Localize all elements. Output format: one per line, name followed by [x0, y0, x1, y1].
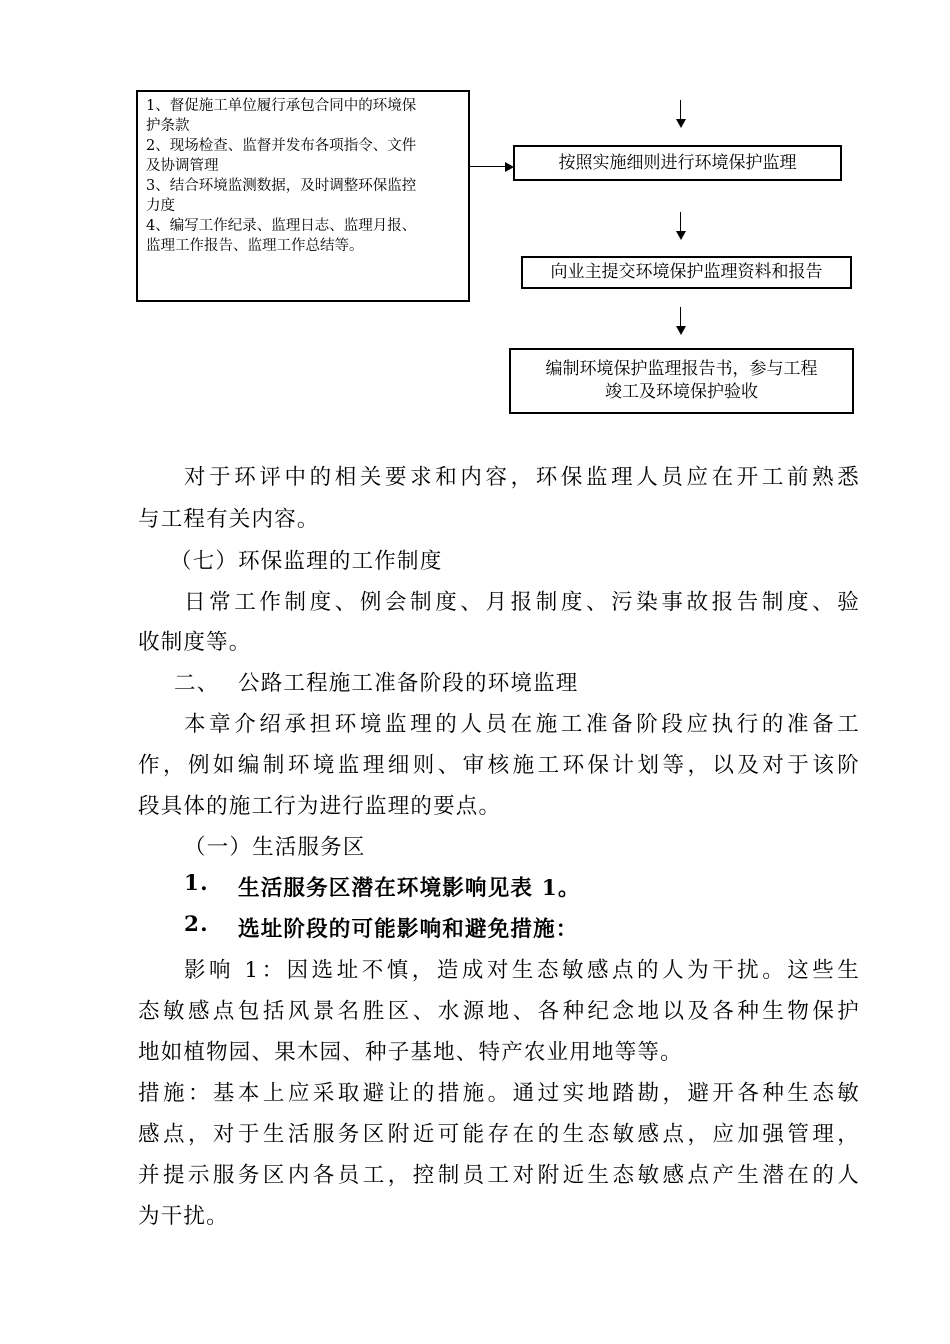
paragraph-line: 段具体的施工行为进行监理的要点。: [138, 794, 502, 819]
notes-line: 监理工作报告、监理工作总结等。: [146, 238, 364, 254]
paragraph-line: 地如植物园、果木园、种子基地、特产农业用地等等。: [138, 1040, 683, 1065]
notes-line: 4、编写工作纪录、监理日志、监理月报、: [146, 218, 417, 234]
flow-step-1-label: 按照实施细则进行环境保护监理: [558, 152, 797, 173]
arrow-down: [676, 100, 686, 128]
notes-line: 2、现场检查、监督并发布各项指令、文件: [146, 138, 417, 154]
paragraph-line: 收制度等。: [138, 630, 252, 655]
paragraph-line: 日常工作制度、例会制度、月报制度、污染事故报告制度、验: [184, 590, 860, 615]
paragraph-line: 态敏感点包括风景名胜区、水源地、各种纪念地以及各种生物保护: [138, 999, 860, 1024]
section-heading: （七）环保监理的工作制度: [170, 549, 443, 574]
item-text: 选址阶段的可能影响和避免措施：: [238, 917, 579, 942]
paragraph-line: 影响 1：因选址不慎，造成对生态敏感点的人为干扰。这些生: [184, 958, 860, 983]
arrow-down: [676, 212, 686, 240]
flow-step-3-label: 编制环境保护监理报告书，参与工程: [545, 359, 818, 379]
notes-line: 3、结合环境监测数据，及时调整环保监控: [146, 178, 417, 194]
notes-line: 1、督促施工单位履行承包合同中的环境保: [146, 98, 417, 114]
paragraph-line: 与工程有关内容。: [138, 507, 320, 532]
notes-line: 护条款: [146, 118, 190, 134]
paragraph-line: 感点，对于生活服务区附近可能存在的生态敏感点，应加强管理，: [138, 1122, 860, 1147]
item-number: 2.: [184, 912, 209, 937]
paragraph-line: 并提示服务区内各员工，控制员工对附近生态敏感点产生潜在的人: [138, 1163, 860, 1188]
chapter-title: 公路工程施工准备阶段的环境监理: [238, 671, 579, 696]
subsection-heading: （一）生活服务区: [184, 835, 366, 860]
paragraph-line: 措施：基本上应采取避让的措施。通过实地踏勘，避开各种生态敏: [138, 1081, 860, 1106]
paragraph-line: 本章介绍承担环境监理的人员在施工准备阶段应执行的准备工: [184, 712, 860, 737]
item-text: 生活服务区潜在环境影响见表 1。: [238, 876, 581, 901]
flow-step-1: [513, 145, 842, 181]
paragraph-line: 对于环评中的相关要求和内容，环保监理人员应在开工前熟悉: [184, 465, 860, 490]
notes-line: 力度: [146, 198, 175, 214]
chapter-number: 二、: [174, 671, 220, 696]
flow-step-3: [509, 348, 854, 414]
paragraph-line: 作，例如编制环境监理细则、审核施工环保计划等，以及对于该阶: [138, 753, 860, 778]
notes-line: 及协调管理: [146, 158, 219, 174]
flow-step-3-label: 竣工及环境保护验收: [605, 382, 758, 402]
notes-box: [136, 90, 470, 302]
arrow-down: [676, 307, 686, 335]
arrow-right: [470, 162, 514, 172]
flow-step-2: [521, 256, 852, 289]
item-number: 1.: [184, 871, 209, 896]
flow-step-2-label: 向业主提交环境保护监理资料和报告: [550, 262, 823, 282]
paragraph-line: 为干扰。: [138, 1204, 229, 1229]
